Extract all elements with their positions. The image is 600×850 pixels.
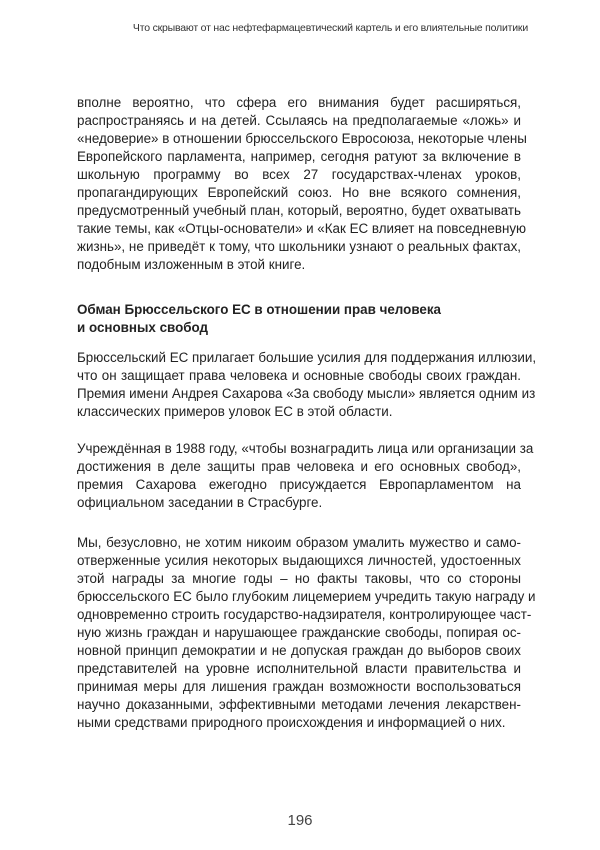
page-number: 196 (287, 812, 313, 829)
paragraph (77, 440, 534, 512)
text-line: ную жизнь граждан и нарушающее гражданские свободы, попирая ос- (77, 625, 521, 640)
text-line: классических примеров уловок ЕС в этой области. (77, 404, 393, 419)
text-line: жизнь», не приведёт к тому, что школьники узнают о реальных фактах, (77, 239, 521, 254)
text-line: официальном заседании в Страсбурге. (77, 495, 323, 510)
text-line: предусмотренный учебный план, который, вероятно, будет охватывать (77, 203, 521, 218)
paragraph (77, 349, 537, 421)
text-line: одновременно строить государство-надзирателя, контролирующее част- (77, 607, 532, 622)
text-line: ными средствами природного происхождения и информацией о них. (77, 715, 506, 730)
heading-line: Обман Брюссельского ЕС в отношении прав человека (77, 302, 441, 317)
text-line: премия Сахарова ежегодно присуждается Европарламентом на (77, 477, 521, 492)
text-line: представителей на уровне исполнительной власти правительства и (77, 661, 521, 676)
text-line: Учреждённая в 1988 году, «чтобы вознаградить лица или организации за (77, 441, 534, 456)
section-heading (77, 301, 521, 337)
text-line: пропагандирующих Европейский союз. Но вне всякого сомнения, (77, 185, 521, 200)
text-line: достижения в деле защиты прав человека и его основных свобод», (77, 459, 521, 474)
paragraph (77, 534, 536, 732)
paragraph (77, 94, 527, 274)
text-line: новной принцип демократии и не допуская граждан до выборов своих (77, 643, 521, 658)
text-line: вполне вероятно, что сфера его внимания будет расширяться, (77, 95, 521, 110)
text-line: брюссельского ЕС было глубоким лицемерием учредить такую награду и (77, 589, 536, 604)
text-line: отверженные усилия некоторых выдающихся личностей, удостоенных (77, 553, 521, 568)
text-line: принимая меры для лишения граждан возможности воспользоваться (77, 679, 521, 694)
text-line: школьную программу во всех 27 государствах-членах уроков, (77, 167, 521, 182)
text-line: подобным изложенным в этой книге. (77, 257, 306, 272)
text-line: такие темы, как «Отцы-основатели» и «Как ЕС влияет на повседневную (77, 221, 527, 236)
heading-line: и основных свобод (77, 320, 209, 335)
running-header: Что скрывают от нас нефтефармацевтический картель и его влиятельные политики (132, 22, 528, 34)
text-line: «недоверие» в отношении брюссельского Евросоюза, некоторые члены (77, 131, 527, 146)
text-line: Премия имени Андрея Сахарова «За свободу мысли» является одним из (77, 386, 536, 401)
text-line: этой награды за многие годы – но факты таковы, что со стороны (77, 571, 521, 586)
text-line: Брюссельский ЕС прилагает большие усилия для поддержания иллюзии, (77, 350, 537, 365)
text-line: Мы, безусловно, не хотим никоим образом умалить мужество и само- (77, 535, 521, 550)
text-line: что он защищает права человека и основные свободы своих граждан. (77, 368, 521, 383)
text-line: научно доказанными, эффективными методами лечения лекарствен- (77, 697, 521, 712)
text-line: распространяясь и на детей. Ссылаясь на предполагаемые «ложь» и (77, 113, 521, 128)
text-line: Европейского парламента, например, сегодня ратуют за включение в (77, 149, 521, 164)
